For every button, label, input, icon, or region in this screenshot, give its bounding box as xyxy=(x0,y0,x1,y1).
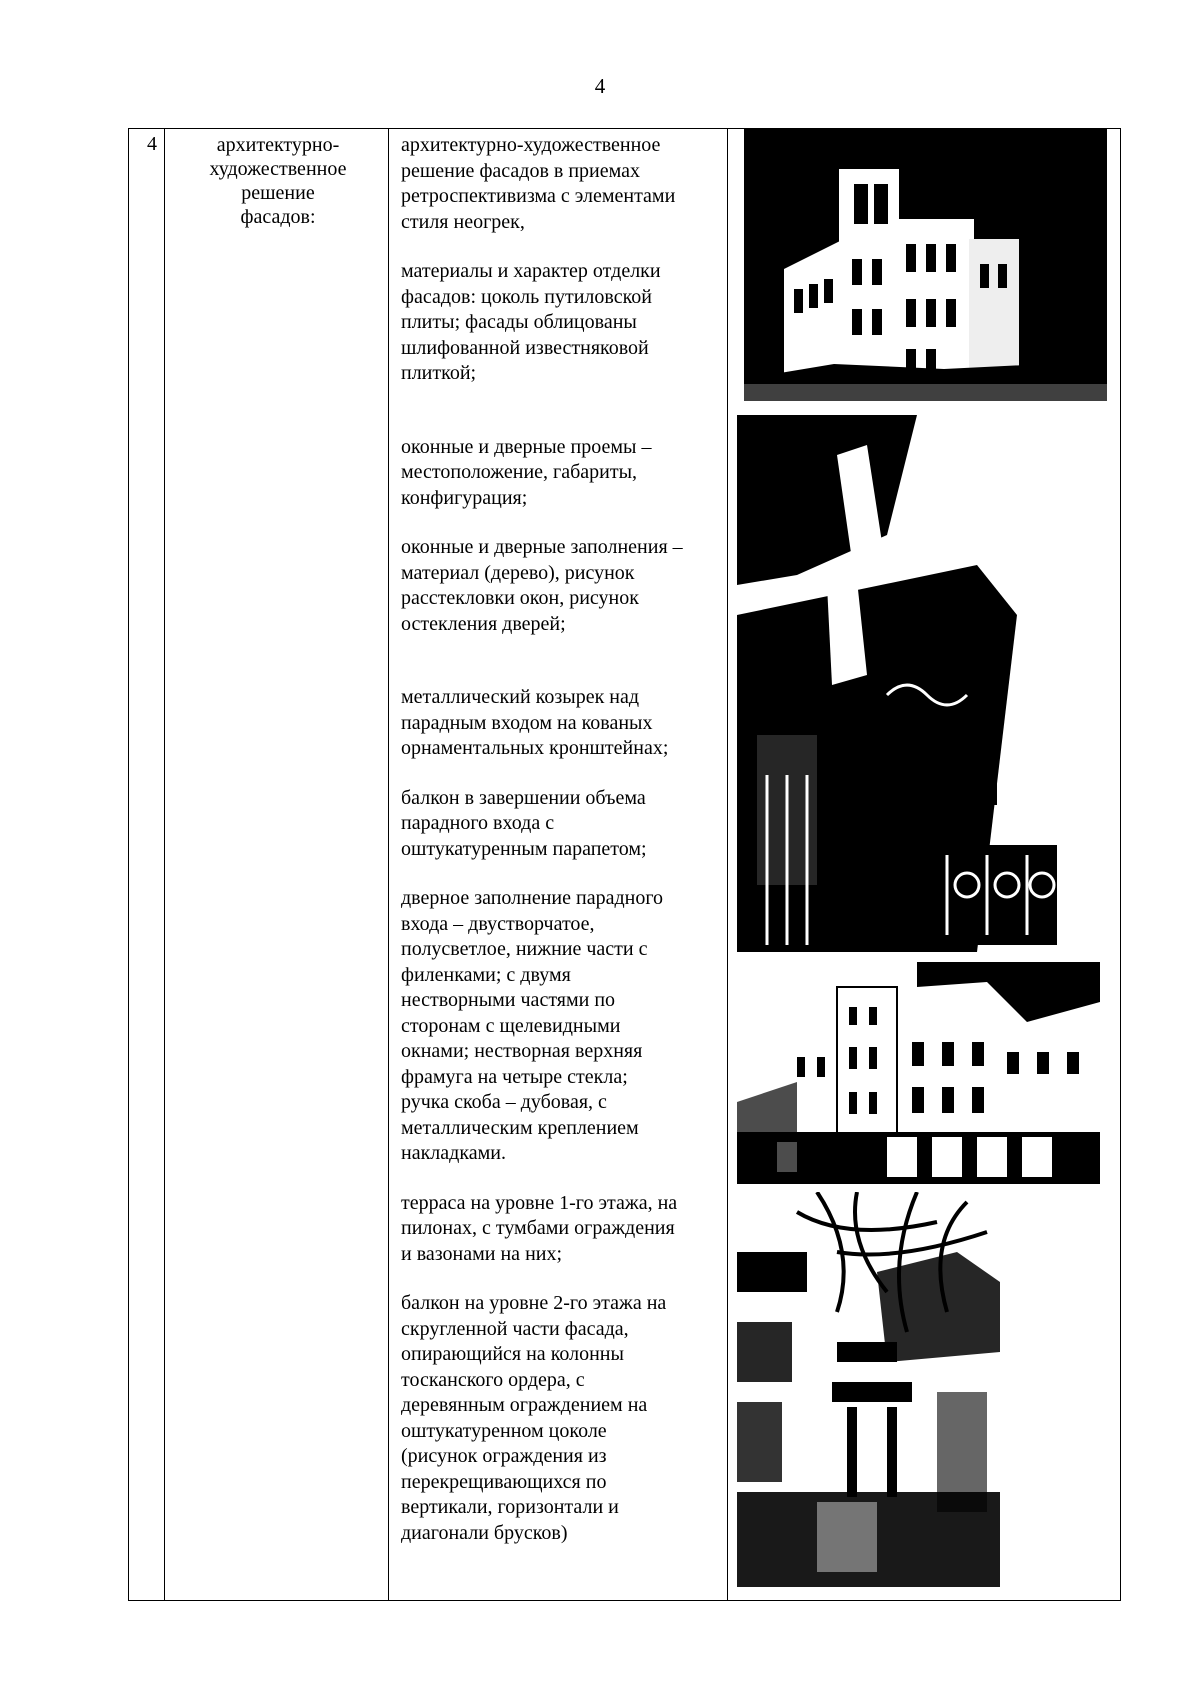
description-line: тосканского ордера, с xyxy=(401,1368,585,1391)
description-line: скругленной части фасада, xyxy=(401,1317,629,1340)
description-line: ретроспективизма с элементами xyxy=(401,185,676,207)
subject-name-line: художественное xyxy=(209,158,347,180)
description-line: дверное заполнение парадного xyxy=(401,887,664,909)
description-paragraph xyxy=(401,1191,711,1268)
description-paragraph xyxy=(401,1291,711,1546)
facade-tower-photo xyxy=(744,129,1107,401)
description-line: балкон в завершении объема xyxy=(401,786,646,809)
description-line: плиткой; xyxy=(401,362,477,384)
description-line: ручка скоба – дубовая, с xyxy=(401,1091,607,1113)
facade-tower-image xyxy=(744,129,1107,401)
description-line: архитектурно-художественное xyxy=(401,134,661,156)
description-line: нестворными частями по xyxy=(401,989,616,1011)
subject-name-line: фасадов: xyxy=(240,206,316,228)
description-paragraph xyxy=(401,133,711,235)
description-line: оштукатуренным парапетом; xyxy=(401,837,647,860)
monument-subject-table xyxy=(128,128,1121,1601)
description-paragraph xyxy=(401,685,711,762)
description-line: балкон на уровне 2-го этажа на xyxy=(401,1292,667,1314)
description-line: оштукатуренном цоколе xyxy=(401,1419,607,1442)
description-line: плиты; фасады облицованы xyxy=(401,311,637,333)
subject-description xyxy=(401,133,711,1546)
description-line: пилонах, с тумбами ограждения xyxy=(401,1217,675,1239)
street-facade-photo xyxy=(737,962,1100,1184)
description-line: полусветлое, нижние части с xyxy=(401,938,648,960)
description-line: металлический козырек над xyxy=(401,686,640,708)
rounded-facade-image xyxy=(737,1192,1000,1587)
description-line: металлическим креплением xyxy=(401,1116,639,1139)
row-number: 4 xyxy=(147,133,157,155)
description-line: диагонали брусков) xyxy=(401,1521,568,1544)
description-paragraph xyxy=(401,259,711,387)
subject-name-line: архитектурно- xyxy=(216,134,340,156)
entrance-canopy-photo xyxy=(737,415,1100,952)
description-line: остекления дверей; xyxy=(401,612,566,635)
description-paragraph xyxy=(401,886,711,1167)
description-line: (рисунок ограждения из xyxy=(401,1445,607,1467)
description-line: окнами; нестворная верхняя xyxy=(401,1040,643,1062)
description-line: накладками. xyxy=(401,1142,506,1164)
description-line: вертикали, горизонтали и xyxy=(401,1496,619,1518)
description-line: и вазонами на них; xyxy=(401,1242,563,1265)
description-line: перекрещивающихся по xyxy=(401,1470,607,1493)
street-facade-image xyxy=(737,962,1100,1184)
description-line: шлифованной известняковой xyxy=(401,336,649,359)
page-number: 4 xyxy=(594,74,606,98)
description-line: решение фасадов в приемах xyxy=(401,159,641,182)
description-line: опирающийся на колонны xyxy=(401,1343,624,1365)
subject-name xyxy=(172,133,384,229)
description-line: терраса на уровне 1-го этажа, на xyxy=(401,1191,678,1214)
description-line: фасадов: цоколь путиловской xyxy=(401,285,652,308)
subject-name-line: решение xyxy=(241,182,315,204)
description-line: местоположение, габариты, xyxy=(401,461,638,483)
description-paragraph xyxy=(401,786,711,863)
description-line: фрамуга на четыре стекла; xyxy=(401,1065,628,1088)
description-paragraph xyxy=(401,535,711,637)
description-line: стиля неогрек, xyxy=(401,210,525,233)
column-divider xyxy=(727,129,728,1600)
description-paragraph xyxy=(401,435,711,512)
description-line: расстекловки окон, рисунок xyxy=(401,587,639,609)
rounded-facade-photo xyxy=(737,1192,1000,1587)
description-line: деревянным ограждением на xyxy=(401,1394,648,1416)
description-line: орнаментальных кронштейнах; xyxy=(401,737,669,759)
description-line: сторонам с щелевидными xyxy=(401,1014,621,1037)
description-line: материалы и характер отделки xyxy=(401,260,661,282)
entrance-canopy-image xyxy=(737,415,1100,952)
description-line: парадным входом на кованых xyxy=(401,711,653,734)
description-line: филенками; с двумя xyxy=(401,963,571,986)
description-line: материал (дерево), рисунок xyxy=(401,561,635,584)
description-line: оконные и дверные проемы – xyxy=(401,435,652,458)
column-divider xyxy=(388,129,389,1600)
column-divider xyxy=(164,129,165,1600)
description-line: парадного входа с xyxy=(401,812,555,834)
description-line: входа – двустворчатое, xyxy=(401,912,595,935)
description-line: конфигурация; xyxy=(401,486,528,509)
description-line: оконные и дверные заполнения – xyxy=(401,536,683,558)
